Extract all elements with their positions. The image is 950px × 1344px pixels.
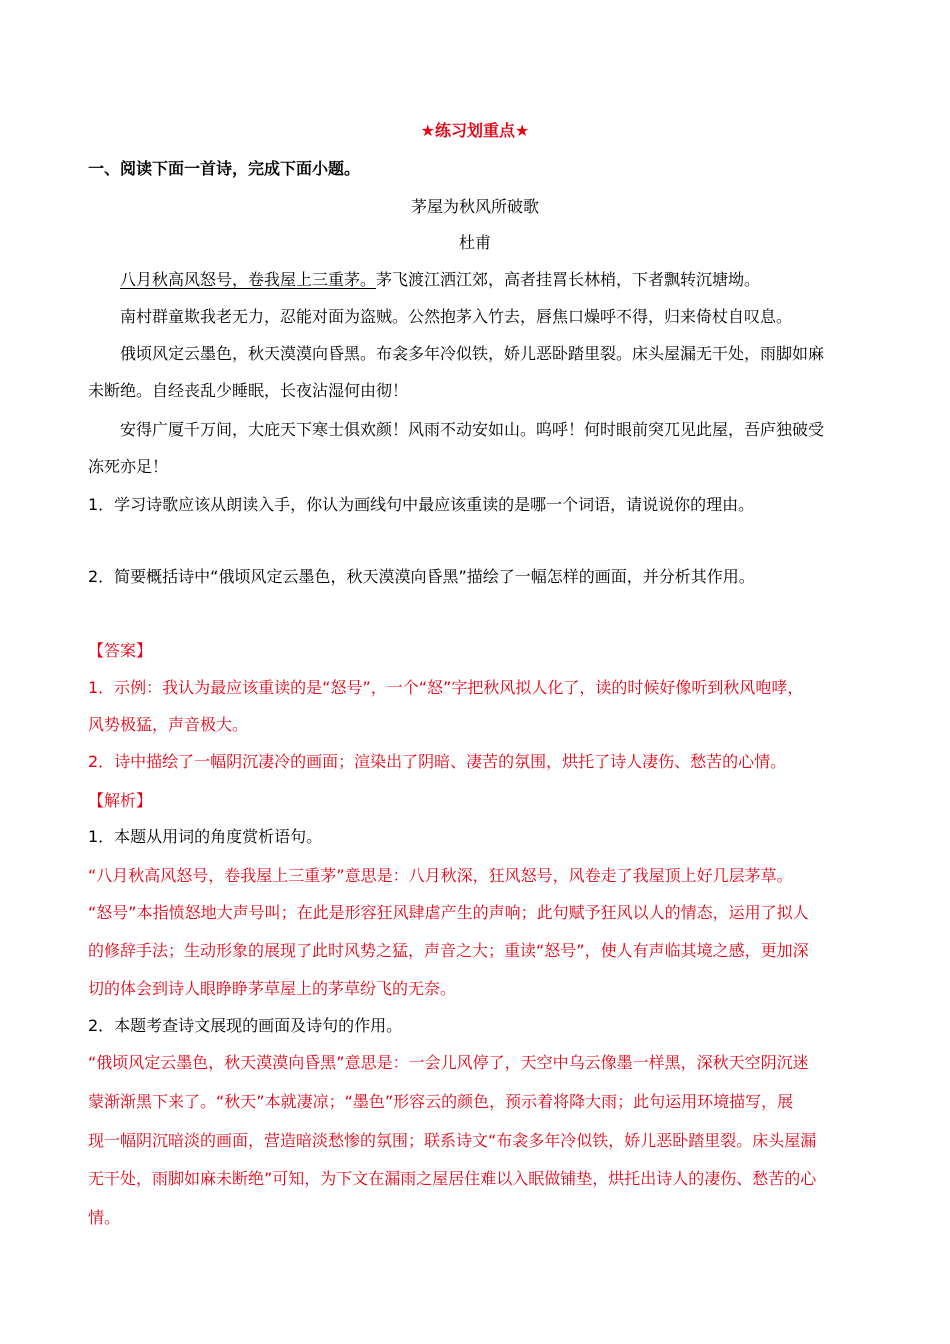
- analysis-2-line-2: 蒙渐渐黑下来了。“秋天”本就凄凉；“墨色”形容云的颜色，预示着将降大雨；此句运用环境描写，展: [88, 1092, 794, 1111]
- poem-paragraph-4-line-2: 冻死亦足！: [88, 457, 169, 476]
- poem-paragraph-2: 南村群童欺我老无力，忍能对面为盗贼。公然抱茅入竹去，唇焦口燥呼不得，归来倚杖自叹息。: [120, 307, 793, 326]
- poem-paragraph-4-line-1: 安得广厦千万间，大庇天下寒士俱欢颜！风雨不动安如山。呜呼！何时眼前突兀见此屋，吾庐独破受: [120, 420, 825, 439]
- question-2: 2．简要概括诗中“俄顷风定云墨色，秋天漠漠向昏黑”描绘了一幅怎样的画面，并分析其作用。: [88, 567, 755, 586]
- underlined-line: 八月秋高风怒号，卷我屋上三重茅。: [120, 270, 377, 289]
- analysis-1-line-3: 的修辞手法；生动形象的展现了此时风势之猛，声音之大；重读“怒号”，使人有声临其境之感，更加深: [88, 941, 809, 960]
- analysis-1-line-4: 切的体会到诗人眼睁睁茅草屋上的茅草纷飞的无奈。: [88, 979, 457, 998]
- analysis-label: 【解析】: [88, 791, 153, 810]
- analysis-2-line-5: 情。: [88, 1208, 121, 1227]
- poem-author: 杜甫: [458, 233, 491, 252]
- question-1: 1．学习诗歌应该从朗读入手，你认为画线句中最应该重读的是哪一个词语，请说说你的理由。: [88, 495, 755, 514]
- answer-2: 2．诗中描绘了一幅阴沉凄冷的画面；渲染出了阴暗、凄苦的氛围，烘托了诗人凄伤、愁苦的心情。: [88, 752, 787, 771]
- page-title: ★练习划重点★: [420, 121, 530, 140]
- poem-paragraph-1-rest: 茅飞渡江洒江郊，高者挂罥长林梢，下者飘转沉塘坳。: [376, 270, 761, 289]
- analysis-2-line-3: 现一幅阴沉暗淡的画面，营造暗淡愁惨的氛围；联系诗文“布衾多年冷似铁，娇儿恶卧踏里裂。床头屋漏: [88, 1131, 817, 1150]
- analysis-1-heading: 1．本题从用词的角度赏析语句。: [88, 827, 323, 846]
- analysis-2-line-4: 无干处，雨脚如麻未断绝”可知，为下文在漏雨之屋居住难以入眠做铺垫，烘托出诗人的凄伤、愁苦的心: [88, 1169, 817, 1188]
- poem-paragraph-3-line-2: 未断绝。自经丧乱少睡眠，长夜沾湿何由彻！: [88, 381, 409, 400]
- answer-1-line-1: 1．示例：我认为最应该重读的是“怒号”，一个“怒”字把秋风拟人化了，读的时候好像听到秋风咆哮，: [88, 678, 804, 697]
- answer-1-line-2: 风势极猛，声音极大。: [88, 715, 249, 734]
- poem-title: 茅屋为秋风所破歌: [410, 197, 539, 216]
- analysis-2-heading: 2．本题考查诗文展现的画面及诗句的作用。: [88, 1016, 403, 1035]
- poem-paragraph-1: [120, 269, 760, 291]
- analysis-1-line-2: “怒号”本指愤怒地大声号叫；在此是形容狂风肆虐产生的声响；此句赋予狂风以人的情态，运用了拟人: [88, 903, 809, 922]
- analysis-2-line-1: “俄顷风定云墨色，秋天漠漠向昏黑”意思是：一会儿风停了，天空中乌云像墨一样黑，深秋天空阴沉迷: [88, 1053, 809, 1072]
- analysis-1-line-1: “八月秋高风怒号，卷我屋上三重茅”意思是：八月秋深，狂风怒号，风卷走了我屋顶上好几层茅草。: [88, 866, 793, 885]
- answer-label: 【答案】: [88, 641, 153, 660]
- section-heading: 一、阅读下面一首诗，完成下面小题。: [88, 159, 361, 178]
- poem-paragraph-3-line-1: 俄顷风定云墨色，秋天漠漠向昏黑。布衾多年冷似铁，娇儿恶卧踏里裂。床头屋漏无干处，雨脚如麻: [120, 344, 825, 363]
